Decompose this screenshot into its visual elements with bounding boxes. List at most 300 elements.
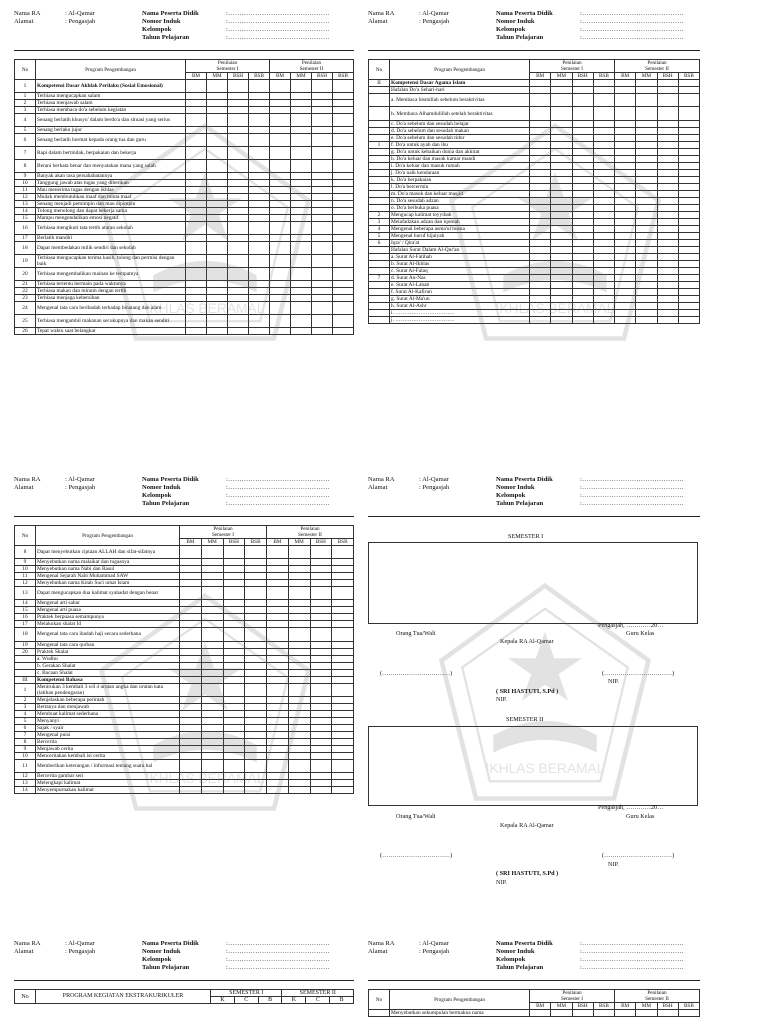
grade-cell[interactable]: [270, 255, 291, 268]
grade-cell[interactable]: [593, 183, 614, 190]
grade-cell[interactable]: [201, 779, 223, 786]
grade-cell[interactable]: [267, 566, 289, 573]
grade-cell[interactable]: [310, 752, 332, 759]
grade-cell[interactable]: [636, 211, 657, 218]
grade-cell[interactable]: [223, 738, 245, 745]
grade-cell[interactable]: [333, 107, 354, 114]
grade-cell[interactable]: [288, 628, 310, 641]
grade-cell[interactable]: [288, 759, 310, 772]
grade-cell[interactable]: [615, 232, 636, 239]
grade-cell[interactable]: [228, 134, 249, 147]
grade-cell[interactable]: [551, 225, 572, 232]
grade-cell[interactable]: [615, 169, 636, 176]
grade-cell[interactable]: [593, 155, 614, 162]
grade-cell[interactable]: [310, 641, 332, 648]
grade-cell[interactable]: [267, 580, 289, 587]
grade-cell[interactable]: [288, 745, 310, 752]
grade-cell[interactable]: [636, 197, 657, 204]
grade-cell[interactable]: [267, 731, 289, 738]
grade-cell[interactable]: [530, 80, 551, 87]
grade-cell[interactable]: [270, 288, 291, 295]
grade-cell[interactable]: [636, 309, 657, 316]
grade-cell[interactable]: [333, 208, 354, 215]
grade-cell[interactable]: [245, 648, 267, 655]
grade-cell[interactable]: [333, 281, 354, 288]
grade-cell[interactable]: [332, 566, 354, 573]
grade-cell[interactable]: [228, 215, 249, 222]
grade-cell[interactable]: [593, 120, 614, 127]
grade-cell[interactable]: [267, 759, 289, 772]
grade-cell[interactable]: [657, 302, 678, 309]
grade-cell[interactable]: [245, 655, 267, 662]
grade-cell[interactable]: [678, 253, 699, 260]
grade-cell[interactable]: [228, 194, 249, 201]
grade-cell[interactable]: [615, 218, 636, 225]
grade-cell[interactable]: [245, 628, 267, 641]
grade-cell[interactable]: [270, 194, 291, 201]
grade-cell[interactable]: [530, 239, 551, 246]
grade-cell[interactable]: [333, 134, 354, 147]
grade-cell[interactable]: [657, 94, 678, 107]
grade-cell[interactable]: [572, 80, 593, 87]
grade-cell[interactable]: [186, 114, 207, 127]
grade-cell[interactable]: [245, 731, 267, 738]
grade-cell[interactable]: [530, 302, 551, 309]
grade-cell[interactable]: [223, 559, 245, 566]
grade-cell[interactable]: [310, 587, 332, 600]
grade-cell[interactable]: [636, 302, 657, 309]
grade-cell[interactable]: [228, 235, 249, 242]
grade-cell[interactable]: [615, 176, 636, 183]
grade-cell[interactable]: [657, 183, 678, 190]
grade-cell[interactable]: [572, 141, 593, 148]
grade-cell[interactable]: [228, 100, 249, 107]
grade-cell[interactable]: [207, 180, 228, 187]
grade-cell[interactable]: [223, 772, 245, 779]
grade-cell[interactable]: [245, 696, 267, 703]
grade-cell[interactable]: [201, 772, 223, 779]
grade-cell[interactable]: [245, 546, 267, 559]
grade-cell[interactable]: [267, 607, 289, 614]
grade-cell[interactable]: [593, 302, 614, 309]
grade-cell[interactable]: [186, 93, 207, 100]
grade-cell[interactable]: [551, 107, 572, 120]
grade-cell[interactable]: [186, 208, 207, 215]
grade-cell[interactable]: [551, 253, 572, 260]
grade-cell[interactable]: [615, 211, 636, 218]
grade-cell[interactable]: [310, 559, 332, 566]
grade-cell[interactable]: [201, 759, 223, 772]
grade-cell[interactable]: [288, 752, 310, 759]
grade-cell[interactable]: [245, 717, 267, 724]
grade-cell[interactable]: [180, 710, 202, 717]
grade-cell[interactable]: [288, 559, 310, 566]
grade-cell[interactable]: [615, 302, 636, 309]
grade-cell[interactable]: [332, 648, 354, 655]
grade-cell[interactable]: [267, 546, 289, 559]
grade-cell[interactable]: [249, 268, 270, 281]
grade-cell[interactable]: [310, 566, 332, 573]
grade-cell[interactable]: [551, 127, 572, 134]
grade-cell[interactable]: [657, 218, 678, 225]
grade-cell[interactable]: [201, 587, 223, 600]
grade-cell[interactable]: [223, 724, 245, 731]
grade-cell[interactable]: [267, 710, 289, 717]
grade-cell[interactable]: [593, 232, 614, 239]
grade-cell[interactable]: [572, 162, 593, 169]
grade-cell[interactable]: [267, 669, 289, 676]
grade-cell[interactable]: [551, 148, 572, 155]
grade-cell[interactable]: [186, 80, 207, 93]
grade-cell[interactable]: [572, 225, 593, 232]
grade-cell[interactable]: [530, 246, 551, 253]
grade-cell[interactable]: [312, 187, 333, 194]
grade-cell[interactable]: [551, 288, 572, 295]
grade-cell[interactable]: [657, 309, 678, 316]
grade-cell[interactable]: [180, 614, 202, 621]
grade-cell[interactable]: [270, 147, 291, 160]
grade-cell[interactable]: [267, 614, 289, 621]
grade-cell[interactable]: [333, 93, 354, 100]
grade-cell[interactable]: [593, 134, 614, 141]
grade-cell[interactable]: [636, 246, 657, 253]
grade-cell[interactable]: [288, 600, 310, 607]
grade-cell[interactable]: [291, 180, 312, 187]
grade-cell[interactable]: [636, 232, 657, 239]
grade-cell[interactable]: [249, 255, 270, 268]
grade-cell[interactable]: [288, 786, 310, 793]
grade-cell[interactable]: [245, 703, 267, 710]
grade-cell[interactable]: [249, 315, 270, 328]
grade-cell[interactable]: [551, 183, 572, 190]
grade-cell[interactable]: [228, 288, 249, 295]
grade-cell[interactable]: [551, 80, 572, 87]
grade-cell[interactable]: [207, 281, 228, 288]
grade-cell[interactable]: [291, 302, 312, 315]
grade-cell[interactable]: [657, 176, 678, 183]
grade-cell[interactable]: [678, 225, 699, 232]
grade-cell[interactable]: [310, 724, 332, 731]
grade-cell[interactable]: [249, 173, 270, 180]
grade-cell[interactable]: [270, 235, 291, 242]
grade-cell[interactable]: [636, 162, 657, 169]
grade-cell[interactable]: [201, 683, 223, 696]
grade-cell[interactable]: [288, 587, 310, 600]
grade-cell[interactable]: [530, 87, 551, 94]
grade-cell[interactable]: [678, 120, 699, 127]
grade-cell[interactable]: [657, 288, 678, 295]
grade-cell[interactable]: [657, 267, 678, 274]
grade-cell[interactable]: [186, 107, 207, 114]
grade-cell[interactable]: [551, 302, 572, 309]
grade-cell[interactable]: [201, 600, 223, 607]
grade-cell[interactable]: [223, 752, 245, 759]
grade-cell[interactable]: [310, 717, 332, 724]
grade-cell[interactable]: [310, 573, 332, 580]
grade-cell[interactable]: [228, 127, 249, 134]
grade-cell[interactable]: [201, 628, 223, 641]
grade-cell[interactable]: [245, 566, 267, 573]
grade-cell[interactable]: [270, 242, 291, 255]
grade-cell[interactable]: [593, 107, 614, 120]
grade-cell[interactable]: [551, 295, 572, 302]
grade-cell[interactable]: [249, 302, 270, 315]
grade-cell[interactable]: [593, 253, 614, 260]
grade-cell[interactable]: [180, 683, 202, 696]
grade-cell[interactable]: [615, 225, 636, 232]
grade-cell[interactable]: [288, 772, 310, 779]
grade-cell[interactable]: [551, 87, 572, 94]
grade-cell[interactable]: [249, 100, 270, 107]
grade-cell[interactable]: [249, 201, 270, 208]
grade-cell[interactable]: [678, 267, 699, 274]
grade-cell[interactable]: [288, 779, 310, 786]
grade-cell[interactable]: [223, 759, 245, 772]
grade-cell[interactable]: [288, 717, 310, 724]
grade-cell[interactable]: [657, 274, 678, 281]
grade-cell[interactable]: [657, 316, 678, 323]
grade-cell[interactable]: [267, 621, 289, 628]
grade-cell[interactable]: [223, 573, 245, 580]
grade-cell[interactable]: [657, 148, 678, 155]
grade-cell[interactable]: [267, 696, 289, 703]
grade-cell[interactable]: [223, 628, 245, 641]
grade-cell[interactable]: [332, 655, 354, 662]
grade-cell[interactable]: [615, 162, 636, 169]
grade-cell[interactable]: [270, 80, 291, 93]
grade-cell[interactable]: [186, 281, 207, 288]
grade-cell[interactable]: [249, 114, 270, 127]
grade-cell[interactable]: [223, 614, 245, 621]
grade-cell[interactable]: [310, 703, 332, 710]
grade-cell[interactable]: [551, 274, 572, 281]
grade-cell[interactable]: [551, 211, 572, 218]
grade-cell[interactable]: [333, 201, 354, 208]
grade-cell[interactable]: [333, 215, 354, 222]
grade-cell[interactable]: [593, 239, 614, 246]
grade-cell[interactable]: [615, 274, 636, 281]
grade-cell[interactable]: [572, 309, 593, 316]
grade-cell[interactable]: [657, 232, 678, 239]
grade-cell[interactable]: [530, 211, 551, 218]
grade-cell[interactable]: [530, 260, 551, 267]
grade-cell[interactable]: [186, 328, 207, 335]
grade-cell[interactable]: [593, 295, 614, 302]
grade-cell[interactable]: [530, 155, 551, 162]
grade-cell[interactable]: [223, 621, 245, 628]
grade-cell[interactable]: [636, 134, 657, 141]
grade-cell[interactable]: [201, 655, 223, 662]
grade-cell[interactable]: [207, 215, 228, 222]
grade-cell[interactable]: [312, 235, 333, 242]
grade-cell[interactable]: [678, 190, 699, 197]
grade-cell[interactable]: [572, 260, 593, 267]
grade-cell[interactable]: [201, 696, 223, 703]
grade-cell[interactable]: [180, 717, 202, 724]
grade-cell[interactable]: [267, 724, 289, 731]
grade-cell[interactable]: [223, 587, 245, 600]
grade-cell[interactable]: [678, 309, 699, 316]
grade-cell[interactable]: [657, 80, 678, 87]
grade-cell[interactable]: [228, 302, 249, 315]
grade-cell[interactable]: [593, 246, 614, 253]
grade-cell[interactable]: [678, 246, 699, 253]
grade-cell[interactable]: [332, 759, 354, 772]
grade-cell[interactable]: [657, 87, 678, 94]
grade-cell[interactable]: [180, 779, 202, 786]
grade-cell[interactable]: [615, 183, 636, 190]
grade-cell[interactable]: [186, 194, 207, 201]
grade-cell[interactable]: [657, 239, 678, 246]
grade-cell[interactable]: [223, 546, 245, 559]
grade-cell[interactable]: [332, 703, 354, 710]
grade-cell[interactable]: [291, 127, 312, 134]
grade-cell[interactable]: [180, 745, 202, 752]
grade-cell[interactable]: [207, 194, 228, 201]
grade-cell[interactable]: [291, 295, 312, 302]
grade-cell[interactable]: [615, 197, 636, 204]
grade-cell[interactable]: [333, 328, 354, 335]
grade-cell[interactable]: [291, 194, 312, 201]
grade-cell[interactable]: [636, 80, 657, 87]
grade-cell[interactable]: [636, 316, 657, 323]
grade-cell[interactable]: [267, 662, 289, 669]
grade-cell[interactable]: [270, 208, 291, 215]
grade-cell[interactable]: [636, 127, 657, 134]
grade-cell[interactable]: [530, 120, 551, 127]
grade-cell[interactable]: [288, 731, 310, 738]
grade-cell[interactable]: [245, 607, 267, 614]
grade-cell[interactable]: [678, 197, 699, 204]
grade-cell[interactable]: [333, 147, 354, 160]
grade-cell[interactable]: [223, 648, 245, 655]
grade-cell[interactable]: [551, 309, 572, 316]
grade-cell[interactable]: [312, 222, 333, 235]
grade-cell[interactable]: [551, 260, 572, 267]
grade-cell[interactable]: [551, 232, 572, 239]
grade-cell[interactable]: [245, 724, 267, 731]
grade-cell[interactable]: [207, 160, 228, 173]
grade-cell[interactable]: [249, 180, 270, 187]
grade-cell[interactable]: [207, 242, 228, 255]
grade-cell[interactable]: [310, 731, 332, 738]
grade-cell[interactable]: [678, 169, 699, 176]
grade-cell[interactable]: [312, 268, 333, 281]
grade-cell[interactable]: [245, 683, 267, 696]
grade-cell[interactable]: [186, 268, 207, 281]
grade-cell[interactable]: [332, 621, 354, 628]
grade-cell[interactable]: [530, 197, 551, 204]
grade-cell[interactable]: [288, 655, 310, 662]
grade-cell[interactable]: [333, 302, 354, 315]
grade-cell[interactable]: [228, 187, 249, 194]
grade-cell[interactable]: [180, 731, 202, 738]
grade-cell[interactable]: [333, 288, 354, 295]
grade-cell[interactable]: [207, 127, 228, 134]
grade-cell[interactable]: [678, 94, 699, 107]
grade-cell[interactable]: [636, 148, 657, 155]
grade-cell[interactable]: [270, 114, 291, 127]
grade-cell[interactable]: [201, 669, 223, 676]
grade-cell[interactable]: [288, 573, 310, 580]
grade-cell[interactable]: [678, 80, 699, 87]
grade-cell[interactable]: [333, 173, 354, 180]
grade-cell[interactable]: [291, 215, 312, 222]
grade-cell[interactable]: [636, 120, 657, 127]
grade-cell[interactable]: [288, 710, 310, 717]
grade-cell[interactable]: [207, 302, 228, 315]
grade-cell[interactable]: [657, 253, 678, 260]
grade-cell[interactable]: [572, 176, 593, 183]
grade-cell[interactable]: [245, 779, 267, 786]
grade-cell[interactable]: [270, 160, 291, 173]
grade-cell[interactable]: [551, 94, 572, 107]
grade-cell[interactable]: [678, 134, 699, 141]
grade-cell[interactable]: [223, 655, 245, 662]
grade-cell[interactable]: [291, 208, 312, 215]
grade-cell[interactable]: [267, 676, 289, 683]
grade-cell[interactable]: [288, 662, 310, 669]
grade-cell[interactable]: [291, 288, 312, 295]
grade-cell[interactable]: [615, 134, 636, 141]
grade-cell[interactable]: [245, 600, 267, 607]
grade-cell[interactable]: [332, 587, 354, 600]
grade-cell[interactable]: [312, 242, 333, 255]
grade-cell[interactable]: [333, 242, 354, 255]
grade-cell[interactable]: [310, 710, 332, 717]
grade-cell[interactable]: [572, 190, 593, 197]
grade-cell[interactable]: [201, 717, 223, 724]
grade-cell[interactable]: [615, 120, 636, 127]
grade-cell[interactable]: [332, 786, 354, 793]
grade-cell[interactable]: [332, 580, 354, 587]
grade-cell[interactable]: [678, 288, 699, 295]
grade-cell[interactable]: [657, 204, 678, 211]
grade-cell[interactable]: [270, 328, 291, 335]
grade-cell[interactable]: [530, 218, 551, 225]
grade-cell[interactable]: [245, 710, 267, 717]
grade-cell[interactable]: [207, 222, 228, 235]
grade-cell[interactable]: [593, 281, 614, 288]
grade-cell[interactable]: [678, 148, 699, 155]
grade-cell[interactable]: [267, 655, 289, 662]
grade-cell[interactable]: [201, 662, 223, 669]
grade-cell[interactable]: [312, 173, 333, 180]
grade-cell[interactable]: [223, 676, 245, 683]
grade-cell[interactable]: [180, 573, 202, 580]
grade-cell[interactable]: [288, 621, 310, 628]
grade-cell[interactable]: [291, 173, 312, 180]
grade-cell[interactable]: [245, 786, 267, 793]
grade-cell[interactable]: [228, 281, 249, 288]
grade-cell[interactable]: [333, 127, 354, 134]
grade-cell[interactable]: [201, 738, 223, 745]
grade-cell[interactable]: [636, 288, 657, 295]
grade-cell[interactable]: [180, 546, 202, 559]
grade-cell[interactable]: [572, 134, 593, 141]
grade-cell[interactable]: [228, 295, 249, 302]
grade-cell[interactable]: [332, 731, 354, 738]
grade-cell[interactable]: [186, 255, 207, 268]
grade-cell[interactable]: [636, 87, 657, 94]
grade-cell[interactable]: [207, 147, 228, 160]
grade-cell[interactable]: [310, 662, 332, 669]
grade-cell[interactable]: [267, 683, 289, 696]
grade-cell[interactable]: [530, 148, 551, 155]
grade-cell[interactable]: [593, 204, 614, 211]
grade-cell[interactable]: [312, 194, 333, 201]
grade-cell[interactable]: [291, 160, 312, 173]
